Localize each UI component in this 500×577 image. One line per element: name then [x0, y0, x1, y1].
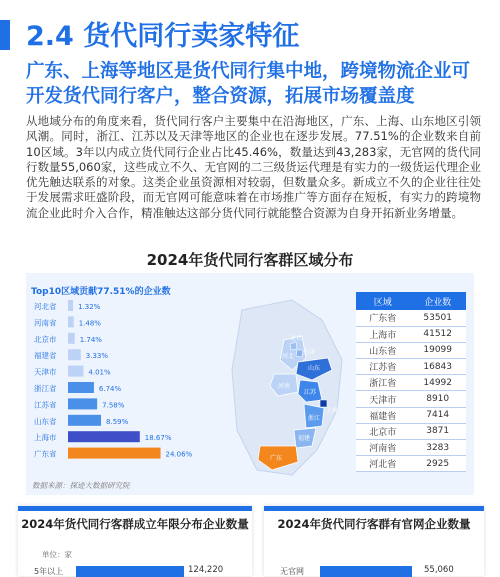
bar-category-label: 天津市: [34, 367, 57, 377]
bar-category-label: 山东省: [34, 416, 57, 426]
founding-years-row-value: 124,220: [188, 565, 224, 575]
bar-value-label: 8.59%: [106, 417, 129, 426]
table-row: [356, 423, 466, 439]
bar-chart-title: Top10区域贡献77.51%的企业数: [31, 287, 171, 297]
table-row: [356, 326, 466, 342]
founding-years-unit: 单位：家: [42, 550, 72, 559]
table-cell-count: 3283: [409, 440, 466, 456]
table-cell-region: 河北省: [356, 456, 409, 472]
table-row: [356, 375, 466, 391]
founding-years-card-title: 2024年货代同行客群成立年限分布企业数量: [21, 517, 249, 531]
table-cell-count: 19099: [409, 342, 466, 358]
bar-category-label: 上海市: [34, 433, 57, 443]
table-cell-count: 16843: [409, 359, 466, 375]
figure-title: 2024年货代同行客群区域分布: [146, 251, 354, 269]
bar-category-label: 河南省: [34, 318, 57, 328]
bar: [68, 431, 140, 442]
bar: [68, 316, 74, 327]
map-label-hebei: 河北: [282, 353, 295, 360]
map-label-fujian: 福建: [298, 435, 311, 442]
map-label-shandong: 山东: [308, 365, 321, 372]
bar-category-label: 广东省: [34, 449, 57, 459]
bar: [68, 333, 75, 344]
table-cell-region: 河南省: [356, 440, 409, 456]
table-cell-count: 53501: [409, 310, 466, 326]
bar-value-label: 1.48%: [78, 319, 101, 328]
region-count-table: [356, 292, 466, 472]
china-region-map: [232, 300, 352, 480]
table-cell-region: 上海市: [356, 326, 409, 342]
table-row: [356, 359, 466, 375]
table-cell-region: 天津市: [356, 391, 409, 407]
table-cell-count: 14992: [409, 375, 466, 391]
table-cell-region: 山东省: [356, 342, 409, 358]
table-cell-region: 广东省: [356, 310, 409, 326]
bar: [68, 448, 161, 459]
bar: [68, 366, 83, 377]
map-label-shanghai: 上海: [326, 407, 339, 414]
founding-years-card: [18, 506, 252, 576]
map-label-tianjin: 天津: [303, 349, 316, 356]
bar-value-label: 24.06%: [165, 450, 193, 459]
bar: [68, 398, 97, 409]
map-label-zhejiang: 浙江: [308, 415, 321, 422]
table-cell-region: 江苏省: [356, 359, 409, 375]
bar-value-label: 6.74%: [98, 385, 122, 393]
founding-years-row-bar: [76, 566, 184, 577]
bar: [68, 415, 101, 426]
table-cell-count: 2925: [409, 456, 466, 472]
bar-category-label: 福建省: [34, 351, 57, 361]
bar-category-label: 北京市: [34, 334, 57, 344]
bar-category-label: 河北省: [34, 302, 57, 311]
section-accent-bar: [0, 20, 10, 50]
bar-value-label: 4.01%: [88, 368, 111, 377]
map-label-jiangsu: 江苏: [304, 389, 317, 396]
bar-value-label: 18.67%: [144, 434, 172, 443]
map-label-henan: 河南: [278, 383, 291, 390]
bar: [68, 382, 94, 393]
website-card: [264, 506, 484, 576]
section-title: 2.4 货代同行卖家特征: [26, 21, 300, 52]
bar-category-label: 江苏省: [34, 400, 57, 410]
website-card-title: 2024年货代同行客群有官网企业数量: [277, 517, 471, 531]
bar: [68, 300, 73, 311]
map-shanghai: [320, 400, 327, 407]
bar-category-label: 浙江省: [34, 384, 57, 393]
table-row: [356, 440, 466, 456]
table-cell-count: 8910: [409, 391, 466, 407]
body-paragraph: 从地域分布的角度来看，货代同行客户主要集中在沿海地区，广东、上海、山东地区引领风潮。同时，浙江、江苏以及天津等地区的企业也在逐步发展。77.51%的企业数来自前10区域。3年以内成立货代同行企业占比45.46%，数量达到43,283家，无官网的货代同行数量55,060家，这些成立不久、无官网的二三级货运代理是有实力的一级货运代理企业优先触达联系的对象。这类企业虽资源相对较弱，但数量众多。新成立不久的企业往往处于发展需求旺盛阶段，而无官网可能意味着在市场推广等方面存在短板，有实力的跨境物流企业此时介入合作，精准触达这部分货代同行就能整合资源为自身开拓新业务增量。: [26, 114, 481, 220]
bar-value-label: 3.33%: [85, 352, 109, 361]
table-cell-count: 7414: [409, 407, 466, 423]
table-header-row: [356, 292, 466, 310]
bar-value-label: 1.32%: [78, 303, 101, 311]
table-row: [356, 391, 466, 407]
map-label-beijing: 北京: [290, 335, 303, 342]
table-row: [356, 407, 466, 423]
website-row-value: 55,060: [424, 565, 454, 575]
table-cell-region: 北京市: [356, 423, 409, 439]
table-cell-region: 浙江省: [356, 375, 409, 391]
bar: [68, 349, 81, 360]
map-tianjin: [296, 350, 303, 357]
bar-value-label: 1.74%: [79, 335, 102, 344]
website-row-bar: [320, 566, 412, 577]
founding-years-row-label: 5年以上: [34, 567, 64, 576]
table-row: [356, 310, 466, 326]
table-cell-region: 福建省: [356, 407, 409, 423]
region-bar-chart: [26, 296, 236, 476]
table-cell-count: 41512: [409, 326, 466, 342]
table-row: [356, 456, 466, 472]
table-header-region: 区域: [356, 292, 409, 310]
table-row: [356, 342, 466, 358]
table-header-count: 企业数: [409, 292, 466, 310]
bar-value-label: 7.58%: [102, 401, 125, 410]
table-cell-count: 3871: [409, 423, 466, 439]
section-subtitle: 广东、上海等地区是货代同行集中地，跨境物流企业可开发货代同行客户，整合资源，拓展市场覆盖度: [26, 61, 471, 107]
source-note: 数据来源：探迹大数据研究院: [32, 481, 130, 490]
map-label-guangdong: 广东: [270, 455, 283, 462]
website-row-label: 无官网: [280, 567, 304, 576]
